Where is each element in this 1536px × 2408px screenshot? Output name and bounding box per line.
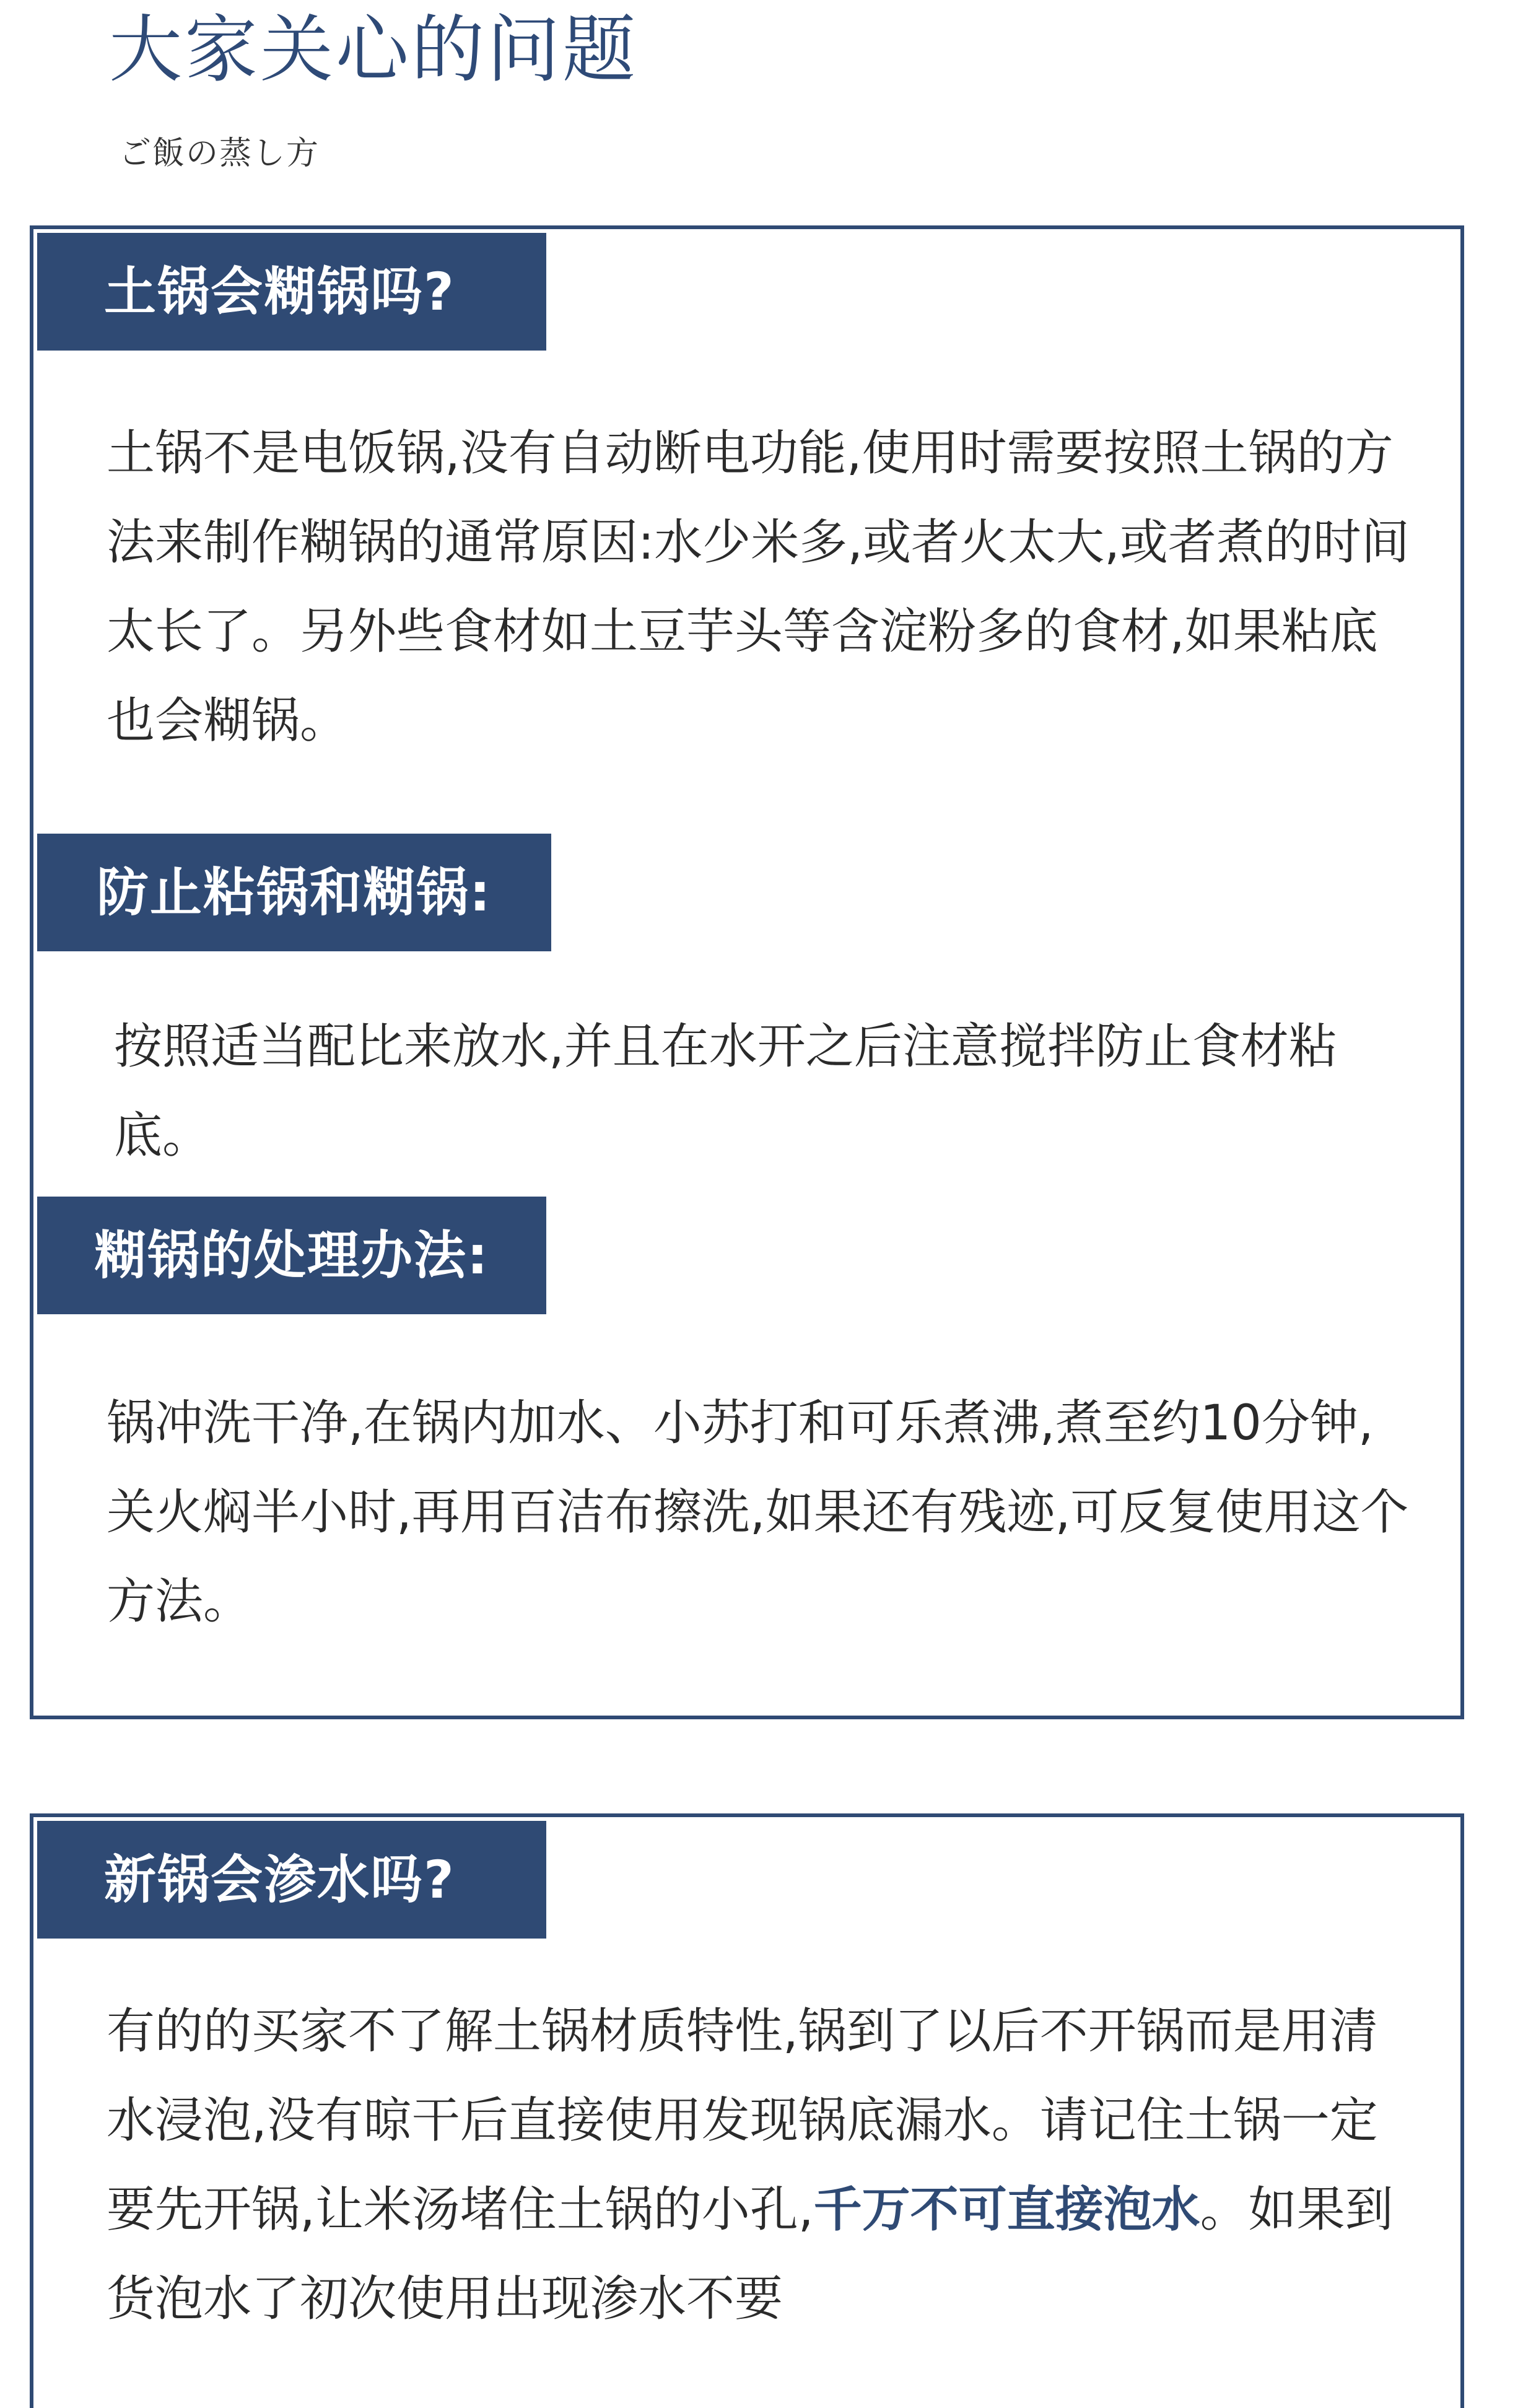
section-body-treatment: 锅冲洗干净,在锅内加水、小苏打和可乐煮沸,煮至约10分钟,关火焖半小时,再用百洁布擦洗,如果还有残迹,可反复使用这个方法。 — [107, 1395, 1409, 1629]
page-title: 大家关心的问题 — [109, 7, 639, 92]
section-heading-treatment: 糊锅的处理办法: — [37, 1197, 546, 1314]
faq-card-burning — [30, 225, 1464, 1719]
section-body-leaking — [107, 1987, 1420, 2344]
faq-card-leaking — [30, 1813, 1464, 2408]
section-body-burning: 土锅不是电饭锅,没有自动断电功能,使用时需要按照土锅的方法来制作糊锅的通常原因:水少米多,或者火太大,或者煮的时间太长了。另外些食材如土豆芋头等含淀粉多的食材,如果粘底也会糊锅。 — [107, 425, 1410, 749]
warning-emphasis: 千万不可直接泡水 — [813, 2182, 1200, 2238]
section-heading-prevention: 防止粘锅和糊锅: — [37, 834, 551, 951]
page-subtitle: ご飯の蒸し方 — [119, 135, 320, 172]
body-text-after: 。如果到货泡水了初次使用出现渗水不要 — [107, 2182, 1394, 2327]
body-text-before: 有的的买家不了解土锅材质特性,锅到了以后不开锅而是用清水浸泡,没有晾干后直接使用发现锅底漏水。请记住土锅一定要先开锅,让米汤堵住土锅的小孔, — [107, 2004, 1378, 2238]
section-heading-burning: 土锅会糊锅吗? — [37, 233, 546, 351]
section-heading-leaking: 新锅会渗水吗? — [37, 1821, 546, 1939]
section-body-prevention: 按照适当配比来放水,并且在水开之后注意搅拌防止食材粘底。 — [114, 1019, 1337, 1164]
